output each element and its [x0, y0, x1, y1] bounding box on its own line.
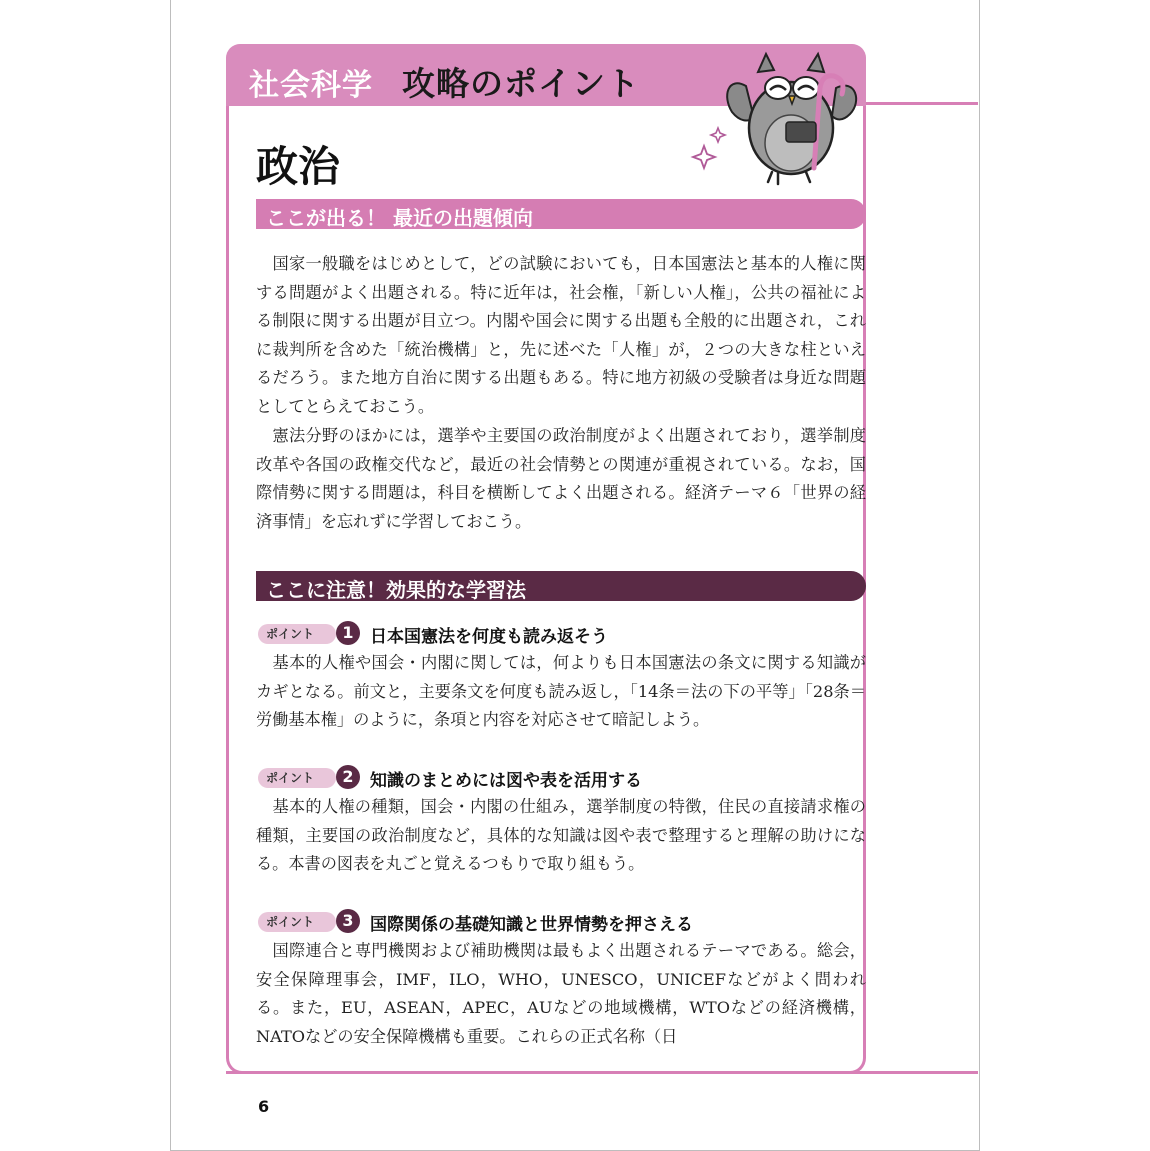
- section-heading-trends: ここが出る！ 最近の出題傾向: [266, 206, 533, 230]
- point-body-1: 基本的人権や国会・内閣に関しては，何よりも日本国憲法の条文に関する知識がカギとなる。前文と，主要条文を何度も読み返し，「14条＝法の下の平等」「28条＝労働基本権」のように，条項と内容を対応させて暗記しよう。: [256, 653, 866, 730]
- header-subject: 社会科学: [249, 68, 373, 103]
- point-body-2: 基本的人権の種類，国会・内閣の仕組み，選挙制度の特徴，住民の直接請求権の種類，主要国の政治制度など，具体的な知識は図や表で整理すると理解の助けになる。本書の図表を丸ごと覚えるつもりで取り組もう。: [256, 797, 866, 874]
- point-title: 日本国憲法を何度も読み返そう: [370, 627, 608, 647]
- chapter-title: 政治: [256, 142, 341, 191]
- owl-mascot-icon: [686, 48, 866, 188]
- trends-paragraph-1: 国家一般職をはじめとして，どの試験においても，日本国憲法と基本的人権に関する問題がよく出題される。特に近年は，社会権，「新しい人権」，公共の福祉による制限に関する出題が目立つ。内閣や国会に関する出題も全般的に出題され，これに裁判所を含めた「統治機構」と，先に述べた「人権」が，２つの大きな柱といえるだろう。また地方自治に関する出題もある。特に地方初級の受験者は身近な問題としてとらえておこう。: [256, 254, 866, 416]
- trends-paragraph-2: 憲法分野のほかには，選挙や主要国の政治制度がよく出題されており，選挙制度改革や各国の政権交代など，最近の社会情勢との関連が重視されている。なお，国際情勢に関する問題は，科目を横断してよく出題される。経済テーマ６「世界の経済事情」を忘れずに学習しておこう。: [256, 426, 866, 531]
- header-rule: [866, 102, 978, 105]
- point-badge: ポイント: [258, 768, 336, 788]
- point-title: 知識のまとめには図や表を活用する: [370, 771, 642, 791]
- point-badge: ポイント: [258, 624, 336, 644]
- point-number: 3: [336, 909, 360, 933]
- sparkle-icon: [693, 128, 725, 168]
- page-number: 6: [258, 1097, 270, 1116]
- point-body-3: 国際連合と専門機関および補助機関は最もよく出題されるテーマである。総会，安全保障理事会，IMF，ILO，WHO，UNESCO，UNICEFなどがよく問われる。また，EU，ASEAN，APEC，AUなどの地域機構，WTOなどの経済機構，NATOなどの安全保障機構も重要。これらの正式名称（日: [256, 941, 866, 1046]
- point-badge: ポイント: [258, 912, 336, 932]
- point-number: 1: [336, 621, 360, 645]
- point-title: 国際関係の基礎知識と世界情勢を押さえる: [370, 915, 693, 935]
- header-title: 攻略のポイント: [402, 64, 640, 103]
- section-heading-study: ここに注意！効果的な学習法: [266, 578, 526, 602]
- point-number: 2: [336, 765, 360, 789]
- frame-bottom-rule: [226, 1071, 978, 1074]
